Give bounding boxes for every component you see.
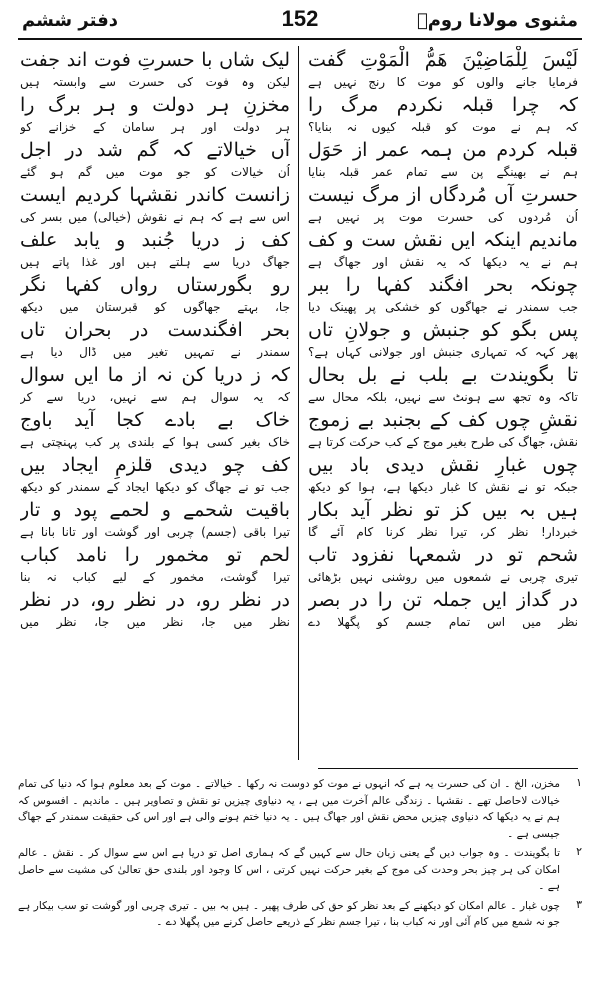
verse-line: آں خیالاتے کہ گم شد در اجل <box>20 139 290 161</box>
verse-line: شحم تو در شمعہا نفزود تاب <box>308 544 578 566</box>
translation-line: کہ ہم نے موت کو قبلہ کیوں نہ بنایا؟ <box>308 120 578 134</box>
volume-title: دفتر ششم <box>22 10 118 31</box>
footnote <box>18 776 582 842</box>
verse-line: رو بگورستاں رواں کفہا نگر <box>20 274 290 296</box>
footnote-number: ۱ <box>576 777 582 789</box>
translation-line: تیرا باقی (جسم) چربی اور گوشت اور تانا بانا ہے <box>20 525 290 539</box>
translation-line: اس سے ہے کہ ہم نے نقوش (خیالی) میں بسر کی <box>20 210 290 224</box>
verse-line: ماندیم اینکہ ایں نقش ست و کف <box>308 229 578 251</box>
verse-line: در نظر رو، در نظر رو، در نظر <box>20 589 290 611</box>
verse-line: مخزنِ ہر دولت و ہر برگ را <box>20 94 290 116</box>
verse-line: نقشِ چوں کف کے بجنبد بے زموج <box>308 409 578 431</box>
verse-line: چوں غبارِ نقش دیدی باد بیں <box>308 454 578 476</box>
translation-line: اُن خیالات کو جو موت میں گم ہو گئے <box>20 165 290 179</box>
translation-line: خاک بغیر کسی ہوا کے بلندی پر کب پہنچتی ہے <box>20 435 290 449</box>
translation-line: ہم نے یہ دیکھا کہ یہ نقش اور جھاگ ہے <box>308 255 578 269</box>
translation-line: لیکن وہ فوت کی حسرت سے وابستہ ہیں <box>20 75 290 89</box>
verse-line: باقیت شحمے و لحمے پود و تار <box>20 499 290 521</box>
translation-line: اُن مُردوں کی حسرت موت پر نہیں ہے <box>308 210 578 224</box>
verse-line: ہیں بہ بیں کز تو نظر آید بکار <box>308 499 578 521</box>
translation-line: تیرا گوشت، مخمور کے لیے کباب نہ بنا <box>20 570 290 584</box>
translation-line: ہر دولت اور ہر سامان کے خزانے کو <box>20 120 290 134</box>
translation-line: ہم نے بھینگے پن سے تمام عمر قبلہ بنایا <box>308 165 578 179</box>
translation-line: فرمایا جانے والوں کو موت کا رنج نہیں ہے <box>308 75 578 89</box>
footnote-text: چوں غبار ۔ عالم امکان کو دیکھنے کے بعد نظر کو حق کی طرف پھیر ۔ ہیں بہ بیں ۔ تیری چربی اور گوشت تو سب بیکار ہے جو نہ شمع میں کام آئی اور نہ کباب بنا ، تیرا جسم نظر کے ذریعے حاصل کرنے میں پگھلا دے ۔ <box>18 899 560 928</box>
translation-line: تیری چربی نے شمعوں میں روشنی نہیں بڑھائی <box>308 570 578 584</box>
header-rule <box>18 38 582 40</box>
left-column <box>20 46 290 766</box>
verse-line: قبلہ کردم من ہمہ عمر از حَوَل <box>308 139 578 161</box>
verse-line: چونکہ بحر افگند کفہا را ببر <box>308 274 578 296</box>
verse-line: خاک بے بادے کجا آید باوج <box>20 409 290 431</box>
translation-line: نظر میں اس تمام جسم کو پگھلا دے <box>308 615 578 629</box>
translation-line: کہ یہ سوال ہم سے نہیں، دریا سے کر <box>20 390 290 404</box>
verse-line: پس بگو کو جنبش و جولانِ تاں <box>308 319 578 341</box>
translation-line: نقش، جھاگ کی طرح بغیر موج کے کب حرکت کرتا ہے <box>308 435 578 449</box>
verse-line: حسرتِ آں مُردگاں از مرگ نیست <box>308 184 578 206</box>
page-header <box>18 6 582 36</box>
translation-line: جبکہ تو نے نقش کا غبار دیکھا ہے، ہوا کو دیکھ <box>308 480 578 494</box>
translation-line: نظر میں جا، نظر میں جا، نظر میں <box>20 615 290 629</box>
footnote <box>18 898 582 931</box>
verse-line: کہ ز دریا کن نہ از ما ایں سوال <box>20 364 290 386</box>
verse-line: زانست کاندر نقشہا کردیم ایست <box>20 184 290 206</box>
footnote-text: تا بگویندت ۔ وہ جواب دیں گے یعنی زبان حال سے کہیں گے کہ ہماری اصل تو دریا ہے اس سے سوال کر ۔ نقش ۔ عالم امکان کی ہر چیز بحر وحدت کی موج کے بغیر حرکت نہیں کرتی ، اس کا وجود اور بلندی حق تعالیٰ کی مشیت سے حاصل ہے ۔ <box>18 847 560 892</box>
verse-line: کف چو دیدی قلزمِ ایجاد بیں <box>20 454 290 476</box>
page-number: 152 <box>281 6 319 31</box>
column-divider <box>298 46 299 760</box>
verse-line: لحم تو مخمور را نامد کباب <box>20 544 290 566</box>
footnotes <box>18 776 582 980</box>
verse-line: لیک شاں با حسرتِ فوت اند جفت <box>20 49 290 71</box>
book-title: مثنوی مولانا رومؒ <box>416 10 578 31</box>
verse-line: لَيْسَ لِلْمَاضِيْنَ هَمُّ الْمَوْتِ گفت <box>308 49 578 71</box>
footnote <box>18 845 582 895</box>
footnote-rule <box>318 768 578 769</box>
verse-line: تا بگویندت بے بلب نے بل بحال <box>308 364 578 386</box>
verse-line: کف ز دریا جُنبد و یابد علف <box>20 229 290 251</box>
verse-line: در گداز ایں جملہ تن را در بصر <box>308 589 578 611</box>
translation-line: جا، بہتے جھاگوں کو قبرستان میں دیکھ <box>20 300 290 314</box>
footnote-number: ۲ <box>576 846 582 858</box>
right-column <box>308 46 578 766</box>
translation-line: جب تو نے جھاگ کو دیکھا ایجاد کے سمندر کو دیکھ <box>20 480 290 494</box>
verse-line: بحر افگندست در بحران تاں <box>20 319 290 341</box>
footnote-number: ۳ <box>576 898 582 911</box>
translation-line: جھاگ دریا سے ہلتے ہیں اور غذا پاتے ہیں <box>20 255 290 269</box>
translation-line: سمندر نے تمہیں تغیر میں ڈال دیا ہے <box>20 345 290 359</box>
translation-line: پھر کہہ کہ تمہاری جنبش اور جولانی کہاں ہے؟ <box>308 345 578 359</box>
verse-line: کہ چرا قبلہ نکردم مرگ را <box>308 94 578 116</box>
translation-line: تاکہ وہ تجھ سے ہونٹ سے نہیں، بلکہ محال سے <box>308 390 578 404</box>
translation-line: جب سمندر نے جھاگوں کو خشکی پر پھینک دیا <box>308 300 578 314</box>
translation-line: خبردار! نظر کر، تیرا نظر کرنا کام آئے گا <box>308 525 578 539</box>
footnote-text: مخزن، الخ ۔ ان کی حسرت یہ ہے کہ انہوں نے موت کو دوست نہ رکھا ۔ خیالاتے ۔ موت کے بعد معلوم ہوا کہ دنیا کی تمام خیالات لاحاصل تھے ۔ نقشہا ۔ زندگی عالم آخرت میں ہے ، یہ دنیاوی چیزیں تو نقش و تصاویر ہیں ۔ ماندیم ۔ افسوس کہ ہم نے یہ دیکھا کہ دنیاوی چیزیں محض نقش اور جھاگ ہیں ۔ یہ دنیا ختم ہونے والی ہے اور اس کی حقیقت سمندر کے جھاگ جیسی ہے ۔ <box>18 778 560 840</box>
